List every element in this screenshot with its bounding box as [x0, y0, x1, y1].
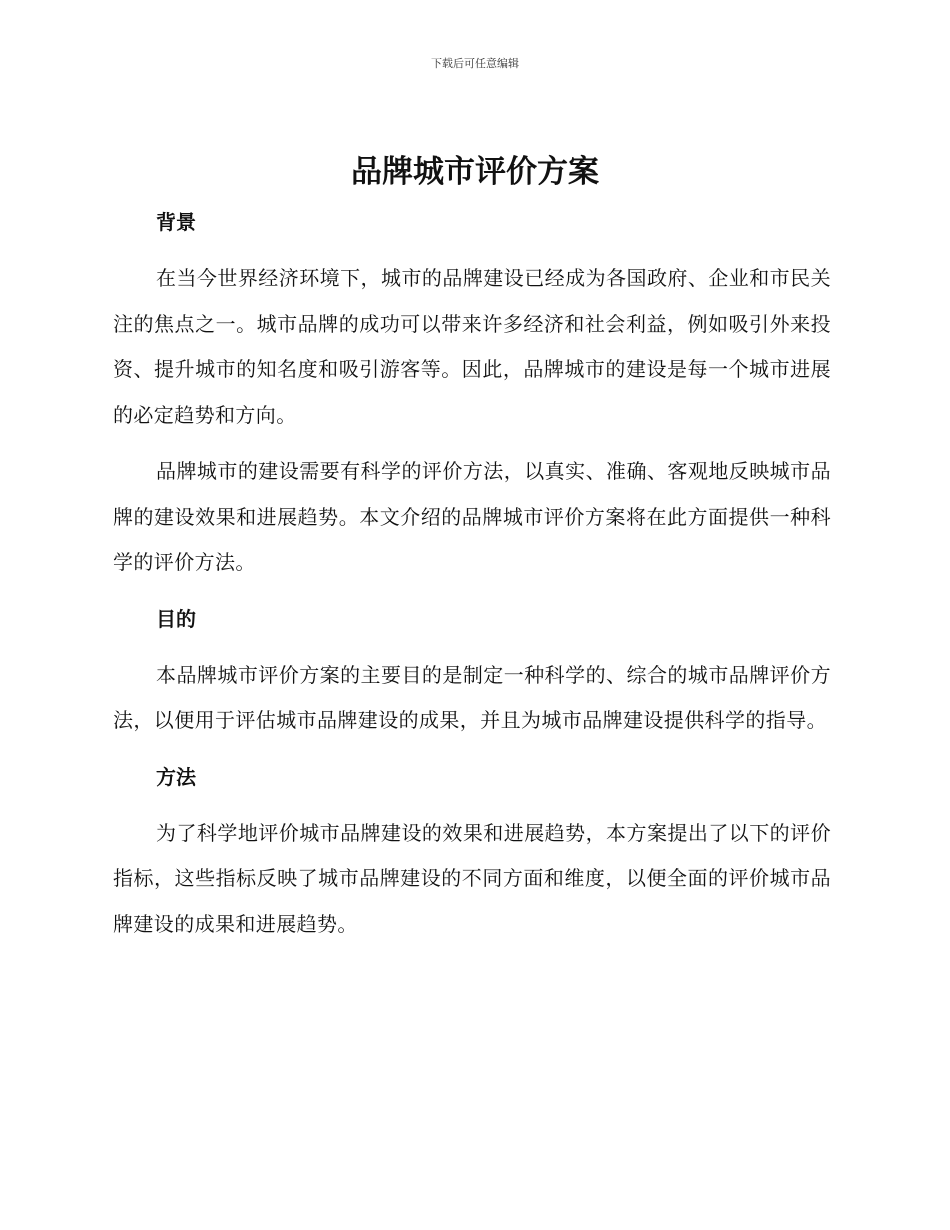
section-heading-purpose: 目的 [156, 606, 196, 631]
document-title: 品牌城市评价方案 [351, 154, 599, 190]
section-heading-background: 背景 [156, 210, 196, 234]
background-paragraph-1: 在当今世界经济环境下，城市的品牌建设已经成为各国政府、企业和市民关注的焦点之一。城市品牌的成功可以带来许多经济和社会利益，例如吸引外来投资、提升城市的知名度和吸引游客等。因此，品牌城市的建设是每一个城市进展的必定趋势和方向。 [113, 266, 831, 427]
background-paragraph-2: 品牌城市的建设需要有科学的评价方法，以真实、准确、客观地反映城市品牌的建设效果和进展趋势。本文介绍的品牌城市评价方案将在此方面提供一种科学的评价方法。 [113, 459, 831, 574]
section-heading-method: 方法 [156, 764, 196, 789]
method-paragraph-1: 为了科学地评价城市品牌建设的效果和进展趋势，本方案提出了以下的评价指标，这些指标反映了城市品牌建设的不同方面和维度，以便全面的评价城市品牌建设的成果和进展趋势。 [113, 820, 831, 936]
document-body [113, 200, 831, 947]
purpose-paragraph-1: 本品牌城市评价方案的主要目的是制定一种科学的、综合的城市品牌评价方法，以便用于评估城市品牌建设的成果，并且为城市品牌建设提供科学的指导。 [113, 662, 831, 732]
page-header-note: 下载后可任意编辑 [431, 57, 519, 70]
